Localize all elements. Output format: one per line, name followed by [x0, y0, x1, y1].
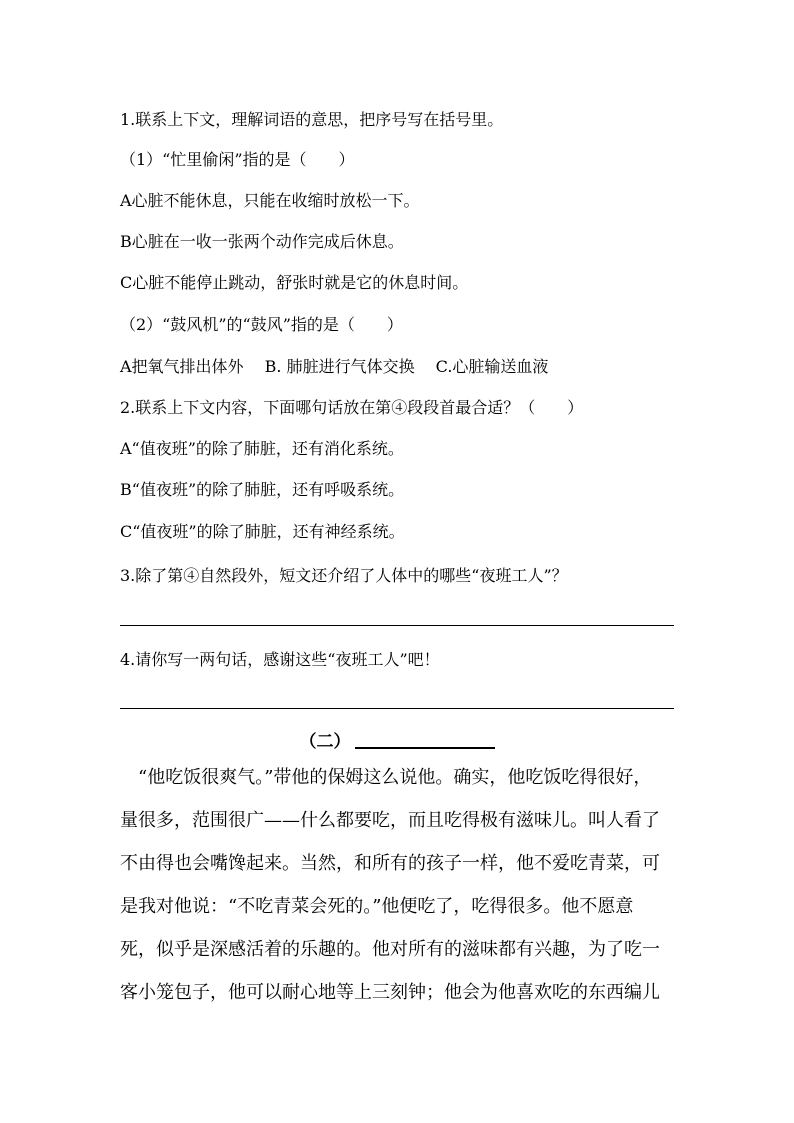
section-2-title: （二） — [299, 732, 351, 752]
passage-line-5: 死，似乎是深感活着的乐趣的。他对所有的滋味都有兴趣，为了吃一 — [120, 939, 660, 960]
question-2-option-b: B“值夜班”的除了肺脏，还有呼吸系统。 — [120, 480, 405, 499]
question-1-prompt: 1.联系上下文，理解词语的意思，把序号写在括号里。 — [120, 110, 504, 129]
question-3-prompt: 3.除了第④自然段外，短文还介绍了人体中的哪些“夜班工人”？ — [120, 566, 568, 585]
section-2-title-blank[interactable] — [355, 729, 495, 749]
question-1-sub1-option-c: C心脏不能停止跳动，舒张时就是它的休息时间。 — [120, 273, 469, 292]
question-2-prompt: 2.联系上下文内容，下面哪句话放在第④段段首最合适？（ ） — [120, 398, 584, 417]
passage-line-3: 不由得也会嘴馋起来。当然，和所有的孩子一样，他不爱吃青菜，可 — [120, 853, 660, 874]
section-2-heading — [0, 729, 794, 754]
passage-line-1: “他吃饭很爽气。”带他的保姆这么说他。确实，他吃饭吃得很好， — [120, 767, 652, 788]
question-3-answer-line[interactable] — [120, 625, 674, 626]
passage-line-2: 量很多，范围很广——什么都要吃，而且吃得极有滋味儿。叫人看了 — [120, 810, 660, 831]
question-4-answer-line[interactable] — [120, 708, 674, 709]
question-4-prompt: 4.请你写一两句话，感谢这些“夜班工人”吧！ — [120, 650, 440, 669]
question-2-option-a: A“值夜班”的除了肺脏，还有消化系统。 — [120, 439, 404, 458]
question-2-option-c: C“值夜班”的除了肺脏，还有神经系统。 — [120, 522, 405, 541]
question-1-sub2-options: A把氧气排出体外 B. 肺脏进行气体交换 C.心脏输送血液 — [120, 357, 549, 376]
passage-line-4: 是我对他说：“不吃青菜会死的。”他便吃了，吃得很多。他不愿意 — [120, 896, 634, 917]
question-1-sub1-option-b: B心脏在一收一张两个动作完成后休息。 — [120, 232, 404, 251]
passage-line-6: 客小笼包子，他可以耐心地等上三刻钟；他会为他喜欢吃的东西编儿 — [120, 982, 660, 1003]
question-1-sub1-stem: （1）“忙里偷闲”指的是（ ） — [120, 150, 355, 169]
question-1-sub2-stem: （2）“鼓风机”的“鼓风”指的是（ ） — [120, 315, 403, 334]
question-1-sub1-option-a: A心脏不能休息，只能在收缩时放松一下。 — [120, 191, 420, 210]
